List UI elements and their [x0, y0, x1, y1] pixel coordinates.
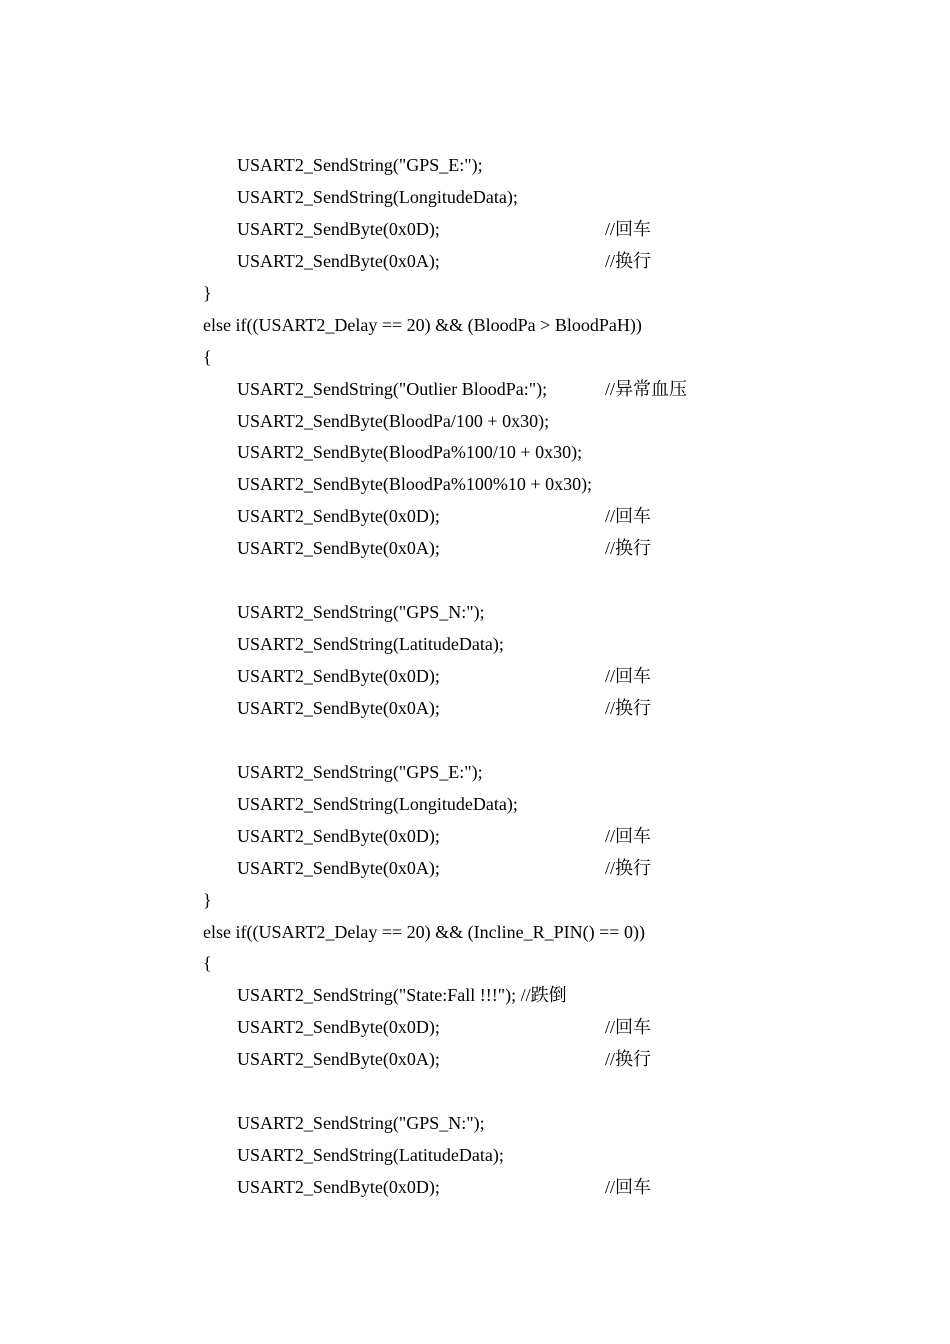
- code-text: USART2_SendByte(0x0D);: [237, 666, 440, 686]
- code-line: [203, 661, 803, 693]
- code-text: USART2_SendString(LongitudeData);: [237, 186, 518, 207]
- code-text: USART2_SendString(LongitudeData);: [237, 793, 518, 814]
- code-text: USART2_SendByte(0x0A);: [237, 697, 440, 718]
- code-text: [203, 570, 237, 590]
- code-text: USART2_SendByte(0x0D);: [237, 1177, 440, 1197]
- code-comment: //换行: [605, 250, 652, 271]
- code-text: else if((USART2_Delay == 20) && (BloodPa > BloodPaH)): [203, 314, 642, 335]
- code-text: USART2_SendString(LatitudeData);: [237, 634, 504, 655]
- code-text: USART2_SendString("Outlier BloodPa:");: [237, 378, 548, 399]
- code-line: [203, 948, 803, 980]
- code-line: [203, 246, 803, 278]
- code-comment: //回车: [605, 666, 652, 686]
- code-line: [203, 310, 803, 342]
- code-line: [203, 342, 803, 374]
- code-line: [203, 1012, 803, 1044]
- code-text: USART2_SendByte(0x0D);: [237, 218, 440, 239]
- code-text: USART2_SendByte(0x0D);: [237, 506, 440, 527]
- code-text: }: [203, 889, 212, 910]
- code-text: USART2_SendString("GPS_E:");: [237, 155, 483, 175]
- code-comment: //换行: [605, 857, 652, 878]
- code-line: [203, 150, 803, 182]
- code-comment: //回车: [605, 506, 652, 527]
- code-line: [203, 853, 803, 885]
- code-text: }: [203, 282, 212, 303]
- code-line: [203, 885, 803, 917]
- code-text: USART2_SendByte(0x0D);: [237, 1017, 440, 1038]
- code-line: [203, 757, 803, 789]
- code-listing: [203, 150, 803, 1204]
- code-line: [203, 406, 803, 438]
- code-line: [203, 374, 803, 406]
- code-text: USART2_SendByte(0x0A);: [237, 1049, 440, 1070]
- code-line: [203, 1076, 803, 1108]
- code-text: USART2_SendString("GPS_N:");: [237, 602, 485, 623]
- code-line: [203, 789, 803, 821]
- code-line: [203, 917, 803, 949]
- code-line: [203, 597, 803, 629]
- code-text: USART2_SendString("State:Fall !!!"); //跌倒: [237, 985, 567, 1006]
- code-line: [203, 501, 803, 533]
- code-text: USART2_SendByte(BloodPa%100/10 + 0x30);: [237, 442, 583, 463]
- code-line: [203, 437, 803, 469]
- code-text: USART2_SendString("GPS_N:");: [237, 1113, 485, 1134]
- code-line: [203, 1140, 803, 1172]
- code-line: [203, 629, 803, 661]
- code-line: [203, 980, 803, 1012]
- code-line: [203, 1172, 803, 1204]
- code-comment: //异常血压: [605, 378, 688, 399]
- code-text: USART2_SendByte(BloodPa%100%10 + 0x30);: [237, 474, 593, 495]
- code-comment: //换行: [605, 538, 652, 559]
- code-text: {: [203, 346, 212, 367]
- code-comment: //回车: [605, 218, 652, 239]
- code-line: [203, 278, 803, 310]
- code-comment: //回车: [605, 1177, 652, 1197]
- code-text: USART2_SendByte(BloodPa/100 + 0x30);: [237, 410, 550, 431]
- code-text: USART2_SendByte(0x0A);: [237, 250, 440, 271]
- code-text: else if((USART2_Delay == 20) && (Incline_R_PIN() == 0)): [203, 921, 645, 942]
- code-text: USART2_SendByte(0x0D);: [237, 825, 440, 846]
- code-text: [203, 730, 237, 750]
- code-comment: //回车: [605, 825, 652, 846]
- code-line: [203, 533, 803, 565]
- code-line: [203, 725, 803, 757]
- code-line: [203, 214, 803, 246]
- code-line: [203, 565, 803, 597]
- code-text: USART2_SendByte(0x0A);: [237, 538, 440, 559]
- code-line: [203, 1108, 803, 1140]
- code-text: [203, 1081, 237, 1101]
- code-comment: //换行: [605, 1049, 652, 1070]
- code-text: USART2_SendString("GPS_E:");: [237, 761, 483, 782]
- code-comment: //换行: [605, 697, 652, 718]
- code-text: USART2_SendString(LatitudeData);: [237, 1145, 504, 1166]
- code-text: USART2_SendByte(0x0A);: [237, 857, 440, 878]
- code-comment: //回车: [605, 1017, 652, 1038]
- code-line: [203, 821, 803, 853]
- code-line: [203, 693, 803, 725]
- code-line: [203, 469, 803, 501]
- code-line: [203, 1044, 803, 1076]
- code-text: {: [203, 953, 212, 974]
- code-line: [203, 182, 803, 214]
